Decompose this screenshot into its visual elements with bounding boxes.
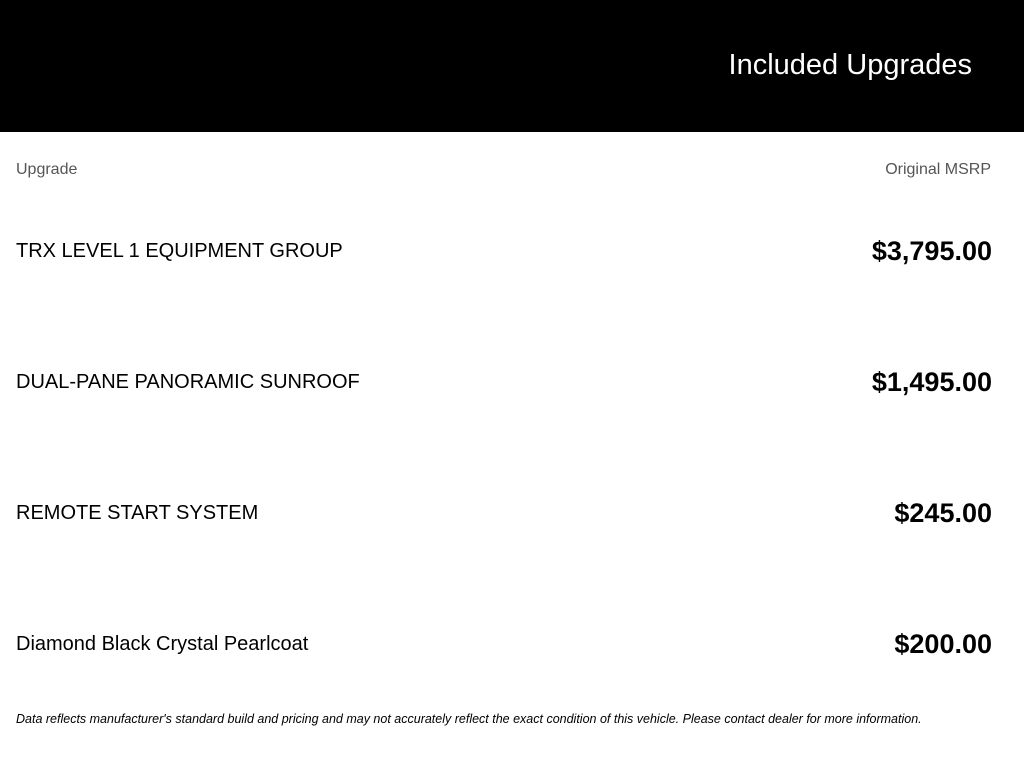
upgrade-row (16, 493, 992, 533)
disclaimer-text: Data reflects manufacturer's standard build and pricing and may not accurately reflect the exact condition of this vehicle. Please contact dealer for more information. (16, 712, 922, 726)
upgrade-price: $1,495.00 (871, 367, 992, 397)
page-title: Included Upgrades (728, 49, 972, 81)
upgrade-row (16, 362, 992, 402)
column-header-upgrade: Upgrade (16, 161, 78, 178)
header-bar (0, 0, 1024, 132)
upgrade-name: REMOTE START SYSTEM (16, 502, 259, 524)
column-headers (16, 160, 991, 180)
column-header-msrp: Original MSRP (885, 161, 991, 178)
upgrade-price: $245.00 (894, 498, 992, 528)
upgrade-name: DUAL-PANE PANORAMIC SUNROOF (16, 371, 360, 393)
upgrade-name: Diamond Black Crystal Pearlcoat (16, 633, 309, 655)
upgrade-price: $200.00 (894, 629, 992, 659)
upgrade-name: TRX LEVEL 1 EQUIPMENT GROUP (16, 240, 343, 262)
upgrade-row (16, 624, 992, 664)
upgrade-row (16, 231, 992, 271)
upgrade-price: $3,795.00 (871, 236, 992, 266)
